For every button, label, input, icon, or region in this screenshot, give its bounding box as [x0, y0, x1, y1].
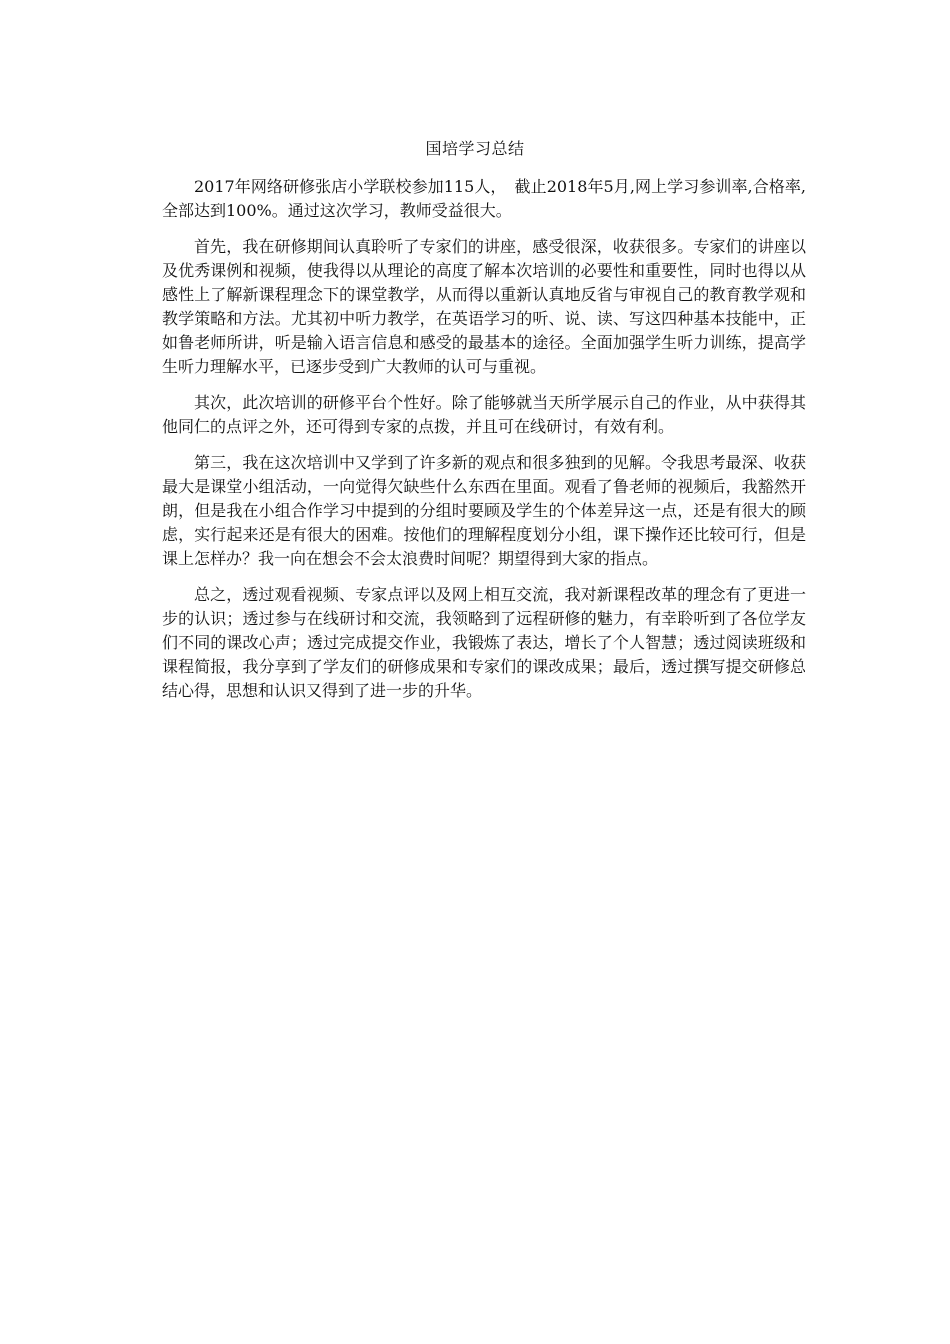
paragraph-first: 首先，我在研修期间认真聆听了专家们的讲座，感受很深，收获很多。专家们的讲座以及优秀课例和视频，使我得以从理论的高度了解本次培训的必要性和重要性，同时也得以从感性上了解新课程理念下的课堂教学，从而得以重新认真地反省与审视自己的教育教学观和教学策略和方法。尤其初中听力教学，在英语学习的听、说、读、写这四种基本技能中，正如鲁老师所讲，听是输入语言信息和感受的最基本的途径。全面加强学生听力训练，提高学生听力理解水平，已逐步受到广大教师的认可与重视。 [162, 237, 806, 376]
document-body [162, 175, 806, 715]
paragraph-conclusion: 总之，透过观看视频、专家点评以及网上相互交流，我对新课程改革的理念有了更进一步的认识；透过参与在线研讨和交流，我领略到了远程研修的魅力，有幸聆听到了各位学友们不同的课改心声；透过完成提交作业，我锻炼了表达，增长了个人智慧；透过阅读班级和课程简报，我分享到了学友们的研修成果和专家们的课改成果；最后，透过撰写提交研修总结心得，思想和认识又得到了进一步的升华。 [162, 585, 806, 700]
paragraph-second: 其次，此次培训的研修平台个性好。除了能够就当天所学展示自己的作业，从中获得其他同仁的点评之外，还可得到专家的点拨，并且可在线研讨，有效有利。 [162, 393, 806, 436]
document-title: 国培学习总结 [425, 139, 525, 158]
paragraph-third: 第三，我在这次培训中又学到了许多新的观点和很多独到的见解。令我思考最深、收获最大是课堂小组活动，一向觉得欠缺些什么东西在里面。观看了鲁老师的视频后，我豁然开朗，但是我在小组合作学习中提到的分组时要顾及学生的个体差异这一点，还是有很大的顾虑，实行起来还是有很大的困难。按他们的理解程度划分小组，课下操作还比较可行，但是课上怎样办？我一向在想会不会太浪费时间呢？期望得到大家的指点。 [162, 453, 806, 568]
paragraph-intro: 2017年网络研修张店小学联校参加115人， 截止2018年5月,网上学习参训率,合格率,全部达到100%。通过这次学习，教师受益很大。 [162, 177, 806, 220]
